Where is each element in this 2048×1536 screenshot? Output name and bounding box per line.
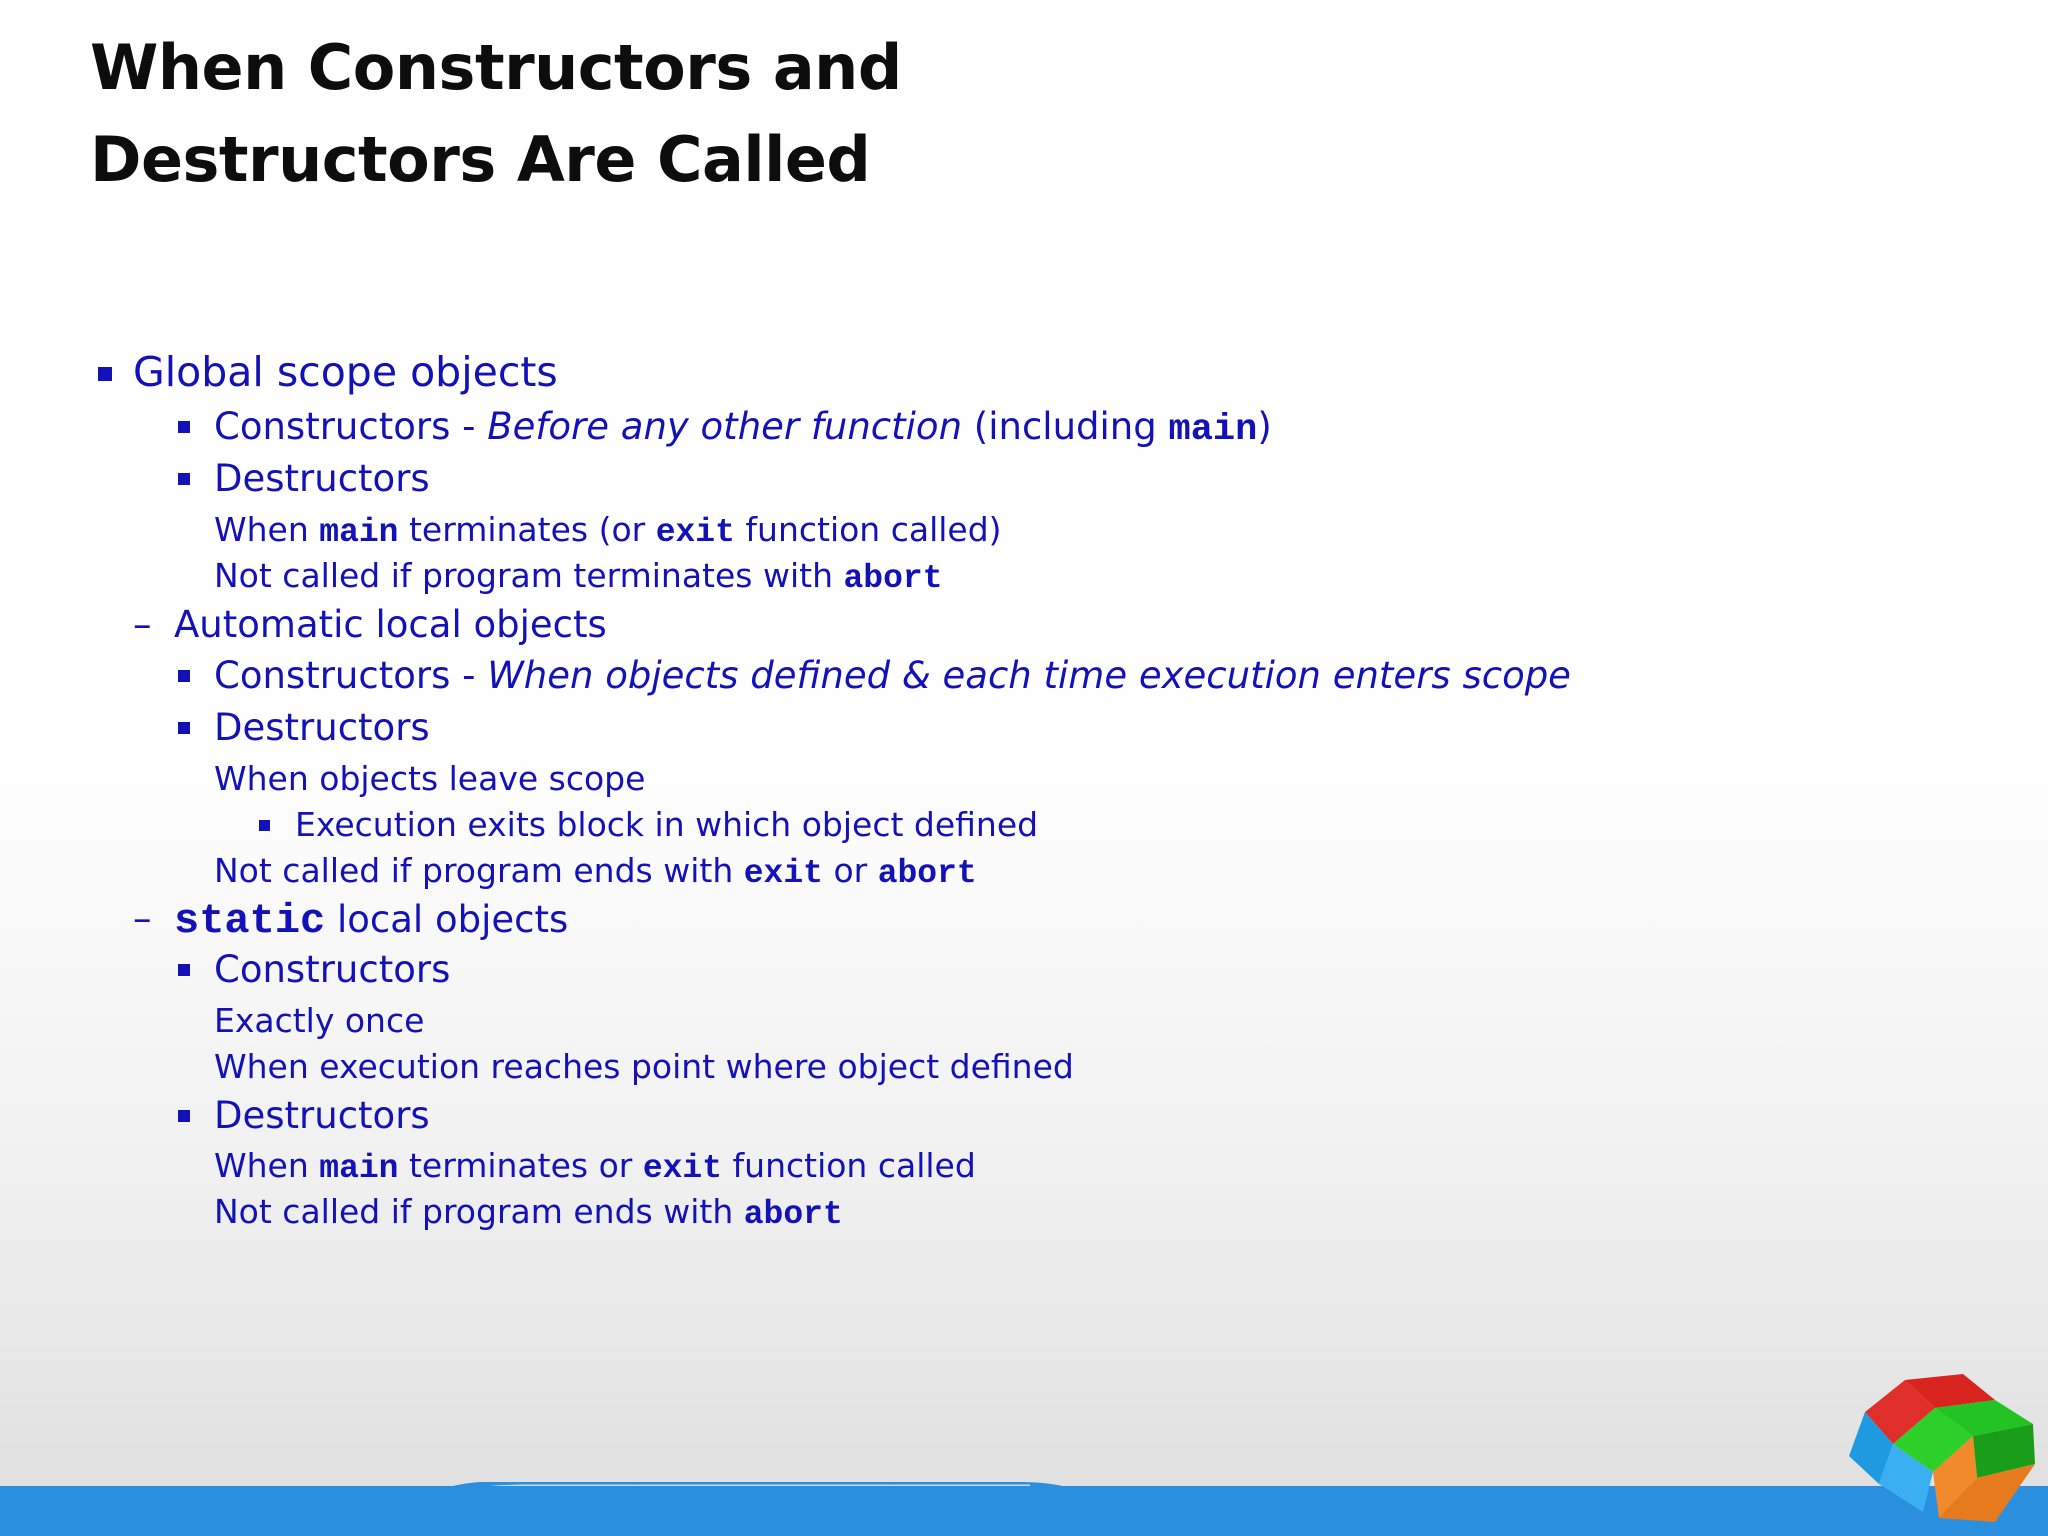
global-dtor-line-1	[214, 510, 1002, 551]
dash-bullet: –	[133, 603, 152, 646]
code-abort: abort	[843, 560, 943, 597]
bullet-automatic-local: Automatic local objects	[174, 603, 607, 646]
code-exit: exit	[642, 1150, 723, 1187]
square-bullet-icon	[259, 820, 270, 831]
bullet-global-scope: Global scope objects	[133, 348, 558, 396]
text: function called	[722, 1146, 976, 1185]
static-dtor-line-1	[214, 1146, 976, 1187]
square-bullet-icon	[178, 722, 190, 734]
square-bullet-icon	[98, 367, 112, 381]
bullet-static-local	[174, 897, 568, 945]
italic-text: When objects defined & each time execution enters scope	[487, 654, 1571, 697]
text: Not called if program ends with	[214, 851, 744, 890]
code-main: main	[319, 1150, 399, 1187]
text: When	[214, 510, 320, 549]
square-bullet-icon	[178, 670, 190, 682]
text: local objects	[325, 898, 569, 941]
label: Constructors -	[214, 405, 488, 448]
label: Constructors -	[214, 654, 488, 697]
text: Not called if program ends with	[214, 1192, 744, 1231]
text: function called)	[734, 510, 1002, 549]
italic-text: Before any other function	[487, 405, 963, 448]
text: terminates (or	[398, 510, 656, 549]
automatic-dtor-line-1: When objects leave scope	[214, 759, 646, 798]
automatic-dtor-line-2	[214, 851, 977, 892]
global-constructors	[214, 405, 1272, 451]
static-destructors: Destructors	[214, 1094, 430, 1137]
static-ctor-line-1: Exactly once	[214, 1001, 425, 1040]
code-main: main	[319, 514, 399, 551]
code-abort: abort	[743, 1196, 843, 1233]
code-abort: abort	[877, 855, 977, 892]
automatic-destructors: Destructors	[214, 706, 430, 749]
code-main: main	[1168, 409, 1258, 451]
square-bullet-icon	[178, 473, 190, 485]
square-bullet-icon	[178, 1110, 190, 1122]
code-exit: exit	[743, 855, 823, 892]
automatic-constructors	[214, 654, 1571, 697]
global-destructors: Destructors	[214, 457, 430, 500]
text: or	[822, 851, 878, 890]
code-static: static	[174, 897, 326, 945]
code-exit: exit	[655, 514, 735, 551]
square-bullet-icon	[178, 421, 190, 433]
global-dtor-line-2	[214, 556, 943, 597]
text: terminates or	[398, 1146, 643, 1185]
static-dtor-line-2	[214, 1192, 843, 1233]
automatic-dtor-subitem: Execution exits block in which object defined	[295, 805, 1039, 844]
title-line-1: When Constructors and	[90, 31, 902, 104]
text: When	[214, 1146, 320, 1185]
text: )	[1257, 405, 1272, 448]
title-line-2: Destructors Are Called	[90, 123, 871, 196]
dash-bullet: –	[133, 897, 152, 940]
cube-logo-icon	[1845, 1372, 2045, 1536]
static-constructors: Constructors	[214, 948, 451, 991]
square-bullet-icon	[178, 964, 190, 976]
text: (including	[962, 405, 1169, 448]
text: Not called if program terminates with	[214, 556, 844, 595]
static-ctor-line-2: When execution reaches point where object defined	[214, 1047, 1074, 1086]
footer-band	[0, 1486, 2048, 1536]
